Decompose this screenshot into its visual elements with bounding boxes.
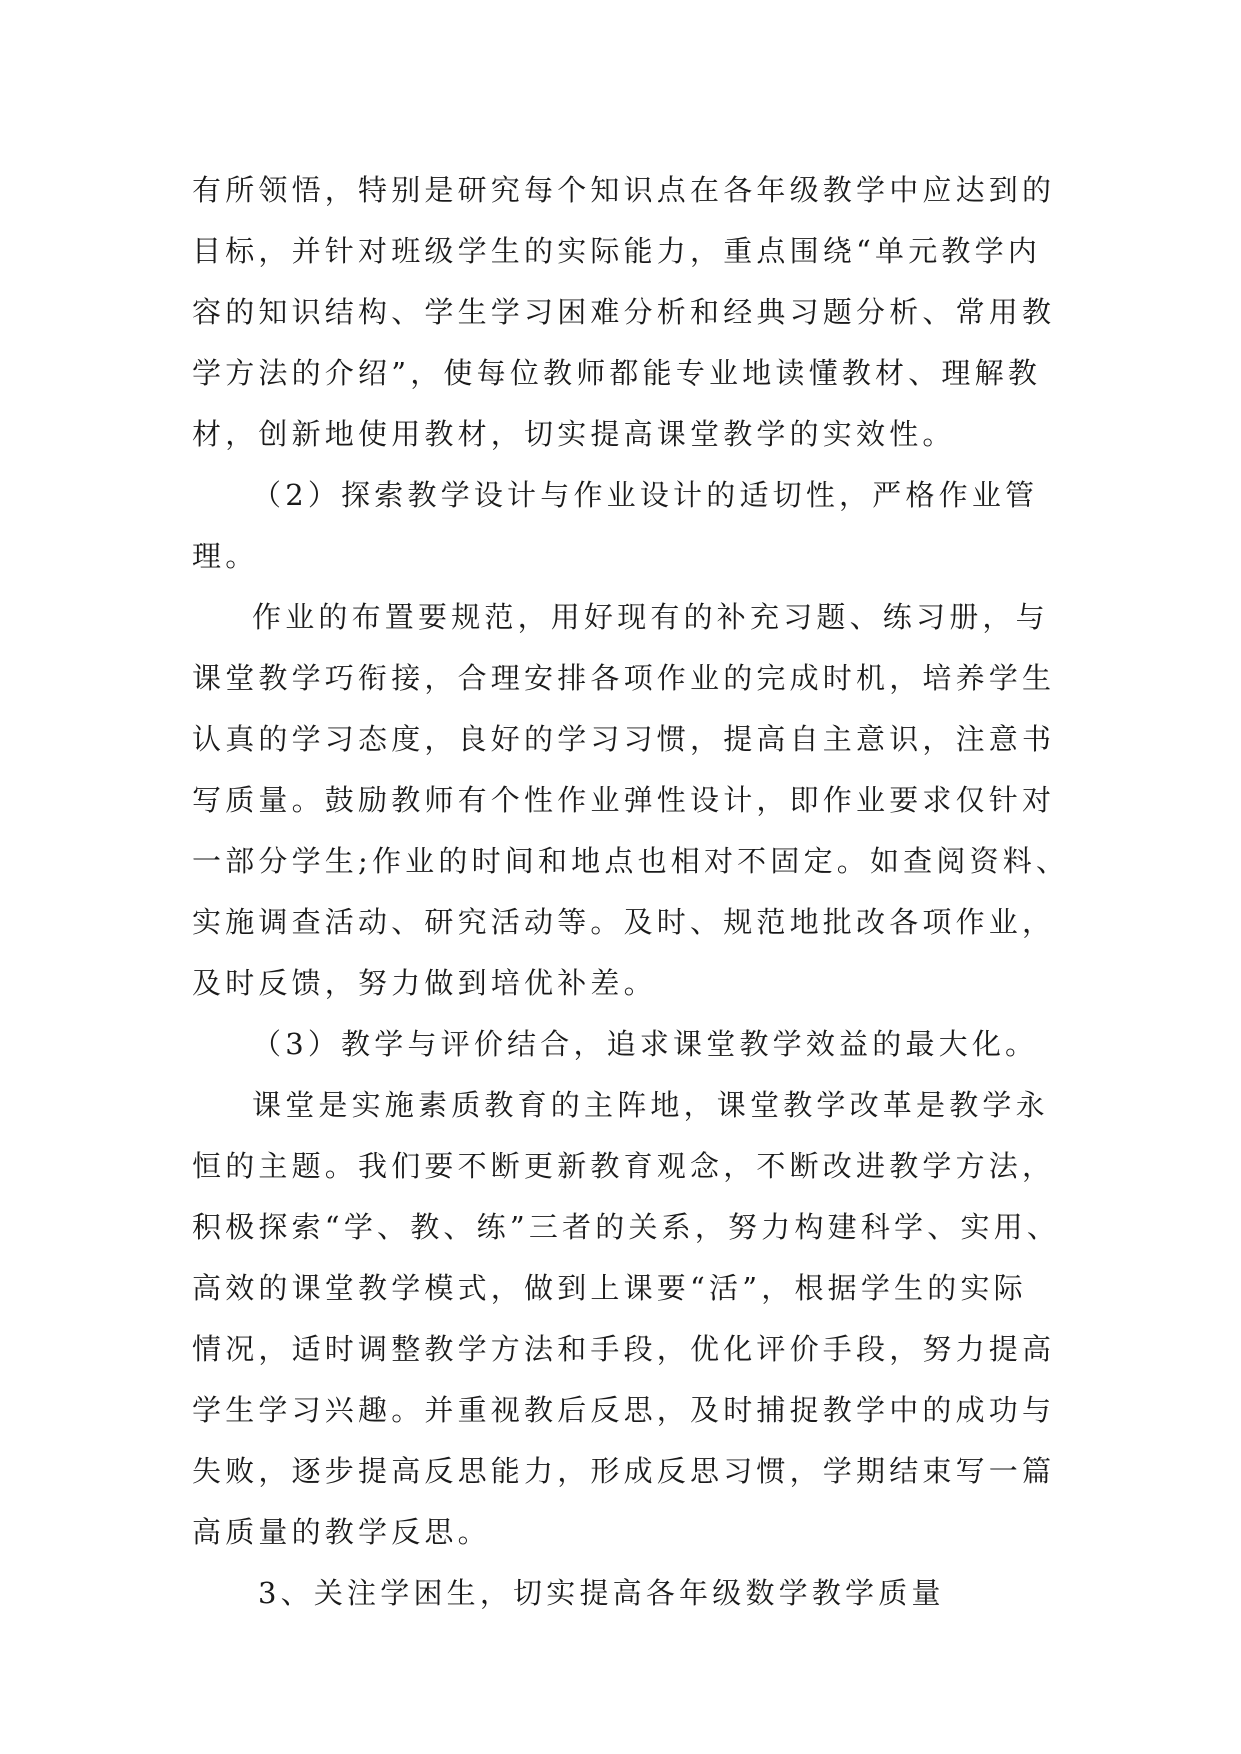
text-line: 容的知识结构、学生学习困难分析和经典习题分析、常用教 [192, 295, 1056, 329]
text-line: 高质量的教学反思。 [192, 1515, 491, 1549]
document-body [192, 160, 1070, 1624]
text-line: 恒的主题。我们要不断更新教育观念，不断改进教学方法， [192, 1149, 1056, 1183]
text-line: 目标，并针对班级学生的实际能力，重点围绕“单元教学内 [192, 234, 1042, 268]
text-line: 认真的学习态度，良好的学习习惯，提高自主意识，注意书 [192, 722, 1056, 756]
text-line: 写质量。鼓励教师有个性作业弹性设计，即作业要求仅针对 [192, 783, 1056, 817]
text-line: 材，创新地使用教材，切实提高课堂教学的实效性。 [192, 417, 956, 451]
text-line: 及时反馈，努力做到培优补差。 [192, 966, 657, 1000]
text-line: 实施调查活动、研究活动等。及时、规范地批改各项作业， [192, 905, 1056, 939]
text-line: 一部分学生;作业的时间和地点也相对不固定。如查阅资料、 [192, 844, 1070, 878]
text-line: 课堂教学巧衔接，合理安排各项作业的完成时机，培养学生 [192, 661, 1056, 695]
subheading-3: （3）教学与评价结合，追求课堂教学效益的最大化。 [252, 1027, 1039, 1061]
subheading-2: （2）探索教学设计与作业设计的适切性，严格作业管 [252, 478, 1039, 512]
text-line: 理。 [192, 539, 259, 573]
text-line: 学方法的介绍”，使每位教师都能专业地读懂教材、理解教 [192, 356, 1042, 390]
paragraph-start: 课堂是实施素质教育的主阵地，课堂教学改革是教学永 [252, 1088, 1049, 1122]
text-line: 高效的课堂教学模式，做到上课要“活”，根据学生的实际 [192, 1271, 1027, 1305]
text-line: 有所领悟，特别是研究每个知识点在各年级教学中应达到的 [192, 173, 1056, 207]
text-line: 失败，逐步提高反思能力，形成反思习惯，学期结束写一篇 [192, 1454, 1056, 1488]
section-heading: 3、关注学困生，切实提高各年级数学教学质量 [258, 1576, 945, 1610]
text-line: 学生学习兴趣。并重视教后反思，及时捕捉教学中的成功与 [192, 1393, 1056, 1427]
text-line: 情况，适时调整教学方法和手段，优化评价手段，努力提高 [192, 1332, 1056, 1366]
text-line: 积极探索“学、教、练”三者的关系，努力构建科学、实用、 [192, 1210, 1061, 1244]
paragraph-start: 作业的布置要规范，用好现有的补充习题、练习册，与 [252, 600, 1049, 634]
